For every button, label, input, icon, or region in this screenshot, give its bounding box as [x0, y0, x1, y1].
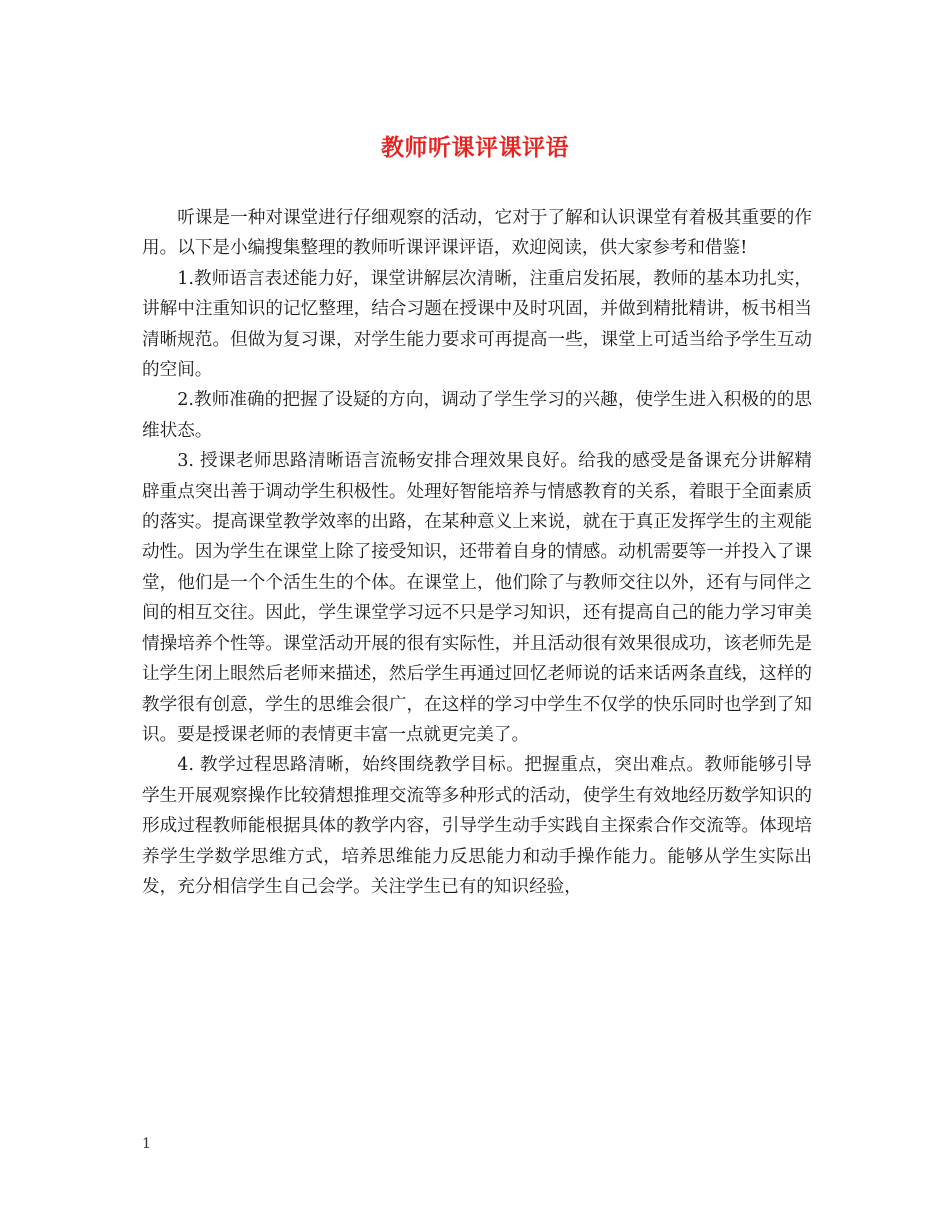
- paragraph-item-1: 1.教师语言表述能力好，课堂讲解层次清晰，注重启发拓展，教师的基本功扎实，讲解中注重知识的记忆整理，结合习题在授课中及时巩固，并做到精批精讲，板书相当清晰规范。但做为复习课，对学生能力要求可再提高一些，课堂上可适当给予学生互动的空间。: [142, 268, 812, 381]
- document-body: [142, 203, 812, 902]
- paragraph-item-3: 3. 授课老师思路清晰语言流畅安排合理效果良好。给我的感受是备课充分讲解精辟重点突出善于调动学生积极性。处理好智能培养与情感教育的关系，着眼于全面素质的落实。提高课堂教学效率的出路，在某种意义上来说，就在于真正发挥学生的主观能动性。因为学生在课堂上除了接受知识，还带着自身的情感。动机需要等一并投入了课堂，他们是一个个活生生的个体。在课堂上，他们除了与教师交往以外，还有与同伴之间的相互交往。因此，学生课堂学习远不只是学习知识，还有提高自己的能力学习审美情操培养个性等。课堂活动开展的很有实际性，并且活动很有效果很成功，该老师先是让学生闭上眼然后老师来描述，然后学生再通过回忆老师说的话来话两条直线，这样的教学很有创意，学生的思维会很广，在这样的学习中学生不仅学的快乐同时也学到了知识。要是授课老师的表情更丰富一点就更完美了。: [142, 451, 812, 745]
- paragraph-item-2: 2.教师准确的把握了设疑的方向，调动了学生学习的兴趣，使学生进入积极的的思维状态。: [142, 390, 812, 441]
- document-title: 教师听课评课评语: [381, 134, 569, 161]
- paragraph-intro: 听课是一种对课堂进行仔细观察的活动，它对于了解和认识课堂有着极其重要的作用。以下是小编搜集整理的教师听课评课评语，欢迎阅读，供大家参考和借鉴!: [142, 208, 812, 259]
- paragraph-item-4: 4. 教学过程思路清晰，始终围绕教学目标。把握重点，突出难点。教师能够引导学生开展观察操作比较猜想推理交流等多种形式的活动，使学生有效地经历数学知识的形成过程教师能根据具体的教学内容，引导学生动手实践自主探索合作交流等。体现培养学生学数学思维方式，培养思维能力反思能力和动手操作能力。能够从学生实际出发，充分相信学生自己会学。关注学生已有的知识经验，: [142, 755, 812, 897]
- page-number: 1: [142, 1136, 151, 1152]
